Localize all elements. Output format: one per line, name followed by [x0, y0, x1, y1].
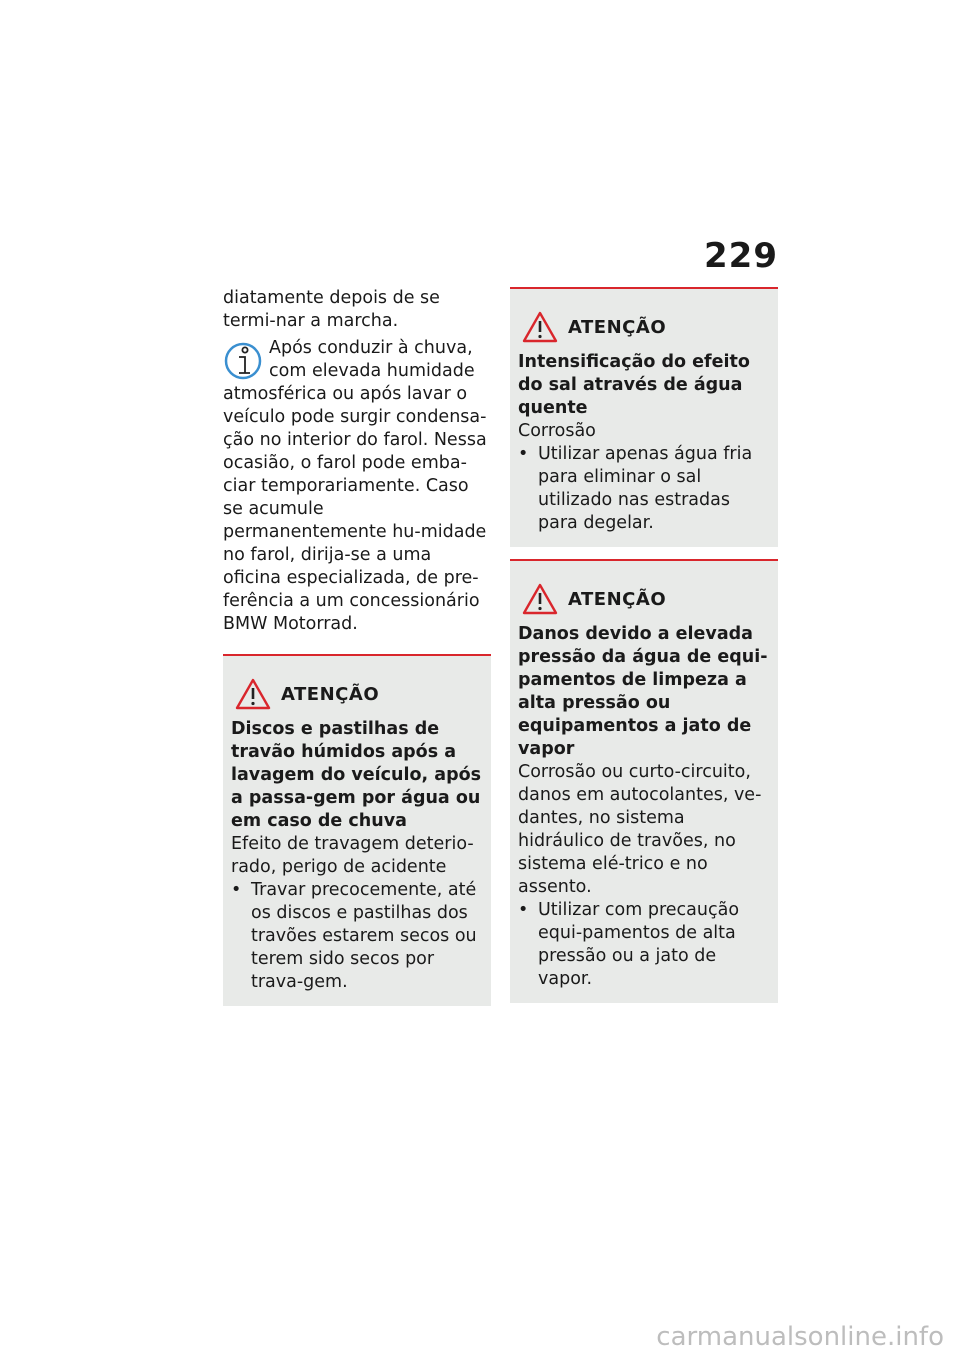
warning-triangle-icon — [235, 678, 271, 710]
warning-label: ATENÇÃO — [281, 683, 380, 705]
intro-paragraph: diatamente depois de se termi-nar a marcha. — [223, 288, 440, 331]
warning-box-salt — [510, 287, 778, 547]
info-note — [223, 337, 491, 636]
warning-header — [518, 579, 770, 619]
warning-label: ATENÇÃO — [568, 316, 667, 338]
warning-title: Discos e pastilhas de travão húmidos após a lavagem do veículo, após a passa-gem por água ou em caso de chuva — [231, 719, 482, 831]
warning-header — [518, 307, 770, 347]
warning-triangle-icon — [522, 311, 558, 343]
warning-title: Intensificação do efeito do sal através de água quente — [518, 352, 750, 418]
warning-bullet: • Travar precocemente, até os discos e pastilhas dos travões estarem secos ou terem sido secos por trava-gem. — [231, 879, 483, 994]
warning-body: Efeito de travagem deterio-rado, perigo de acidente — [231, 834, 474, 877]
warning-body: Corrosão ou curto-circuito, danos em autocolantes, ve-dantes, no sistema hidráulico de travões, no sistema elé-trico e no assento. — [518, 762, 762, 897]
warning-body: Corrosão — [518, 421, 596, 441]
warning-title: Danos devido a elevada pressão da água de equi-pamentos de limpeza a alta pressão ou equipamentos a jato de vapor — [518, 624, 768, 759]
info-icon — [223, 339, 263, 383]
warning-bullet: • Utilizar apenas água fria para eliminar o sal utilizado nas estradas para degelar. — [518, 443, 770, 535]
warning-box-brakes — [223, 654, 491, 1006]
page-number: 229 — [704, 236, 778, 276]
info-text: Após conduzir à chuva, com elevada humidade atmosférica ou após lavar o veículo pode surgir condensa-ção no interior do farol. Nessa ocasião, o farol pode emba-ciar temporariamente. Caso se acumule permanentemente hu-midade no farol, dirija-se a uma oficina especializada, de pre-ferência a um concessionário BMW Motorrad. — [223, 338, 487, 634]
warning-label: ATENÇÃO — [568, 588, 667, 610]
warning-bullet: • Utilizar com precaução equi-pamentos de alta pressão ou a jato de vapor. — [518, 899, 770, 991]
watermark: carmanualsonline.info — [656, 1322, 944, 1352]
warning-box-pressure — [510, 559, 778, 1003]
warning-triangle-icon — [522, 583, 558, 615]
right-column — [510, 287, 778, 1003]
warning-header — [231, 674, 483, 714]
left-column — [223, 287, 491, 1006]
